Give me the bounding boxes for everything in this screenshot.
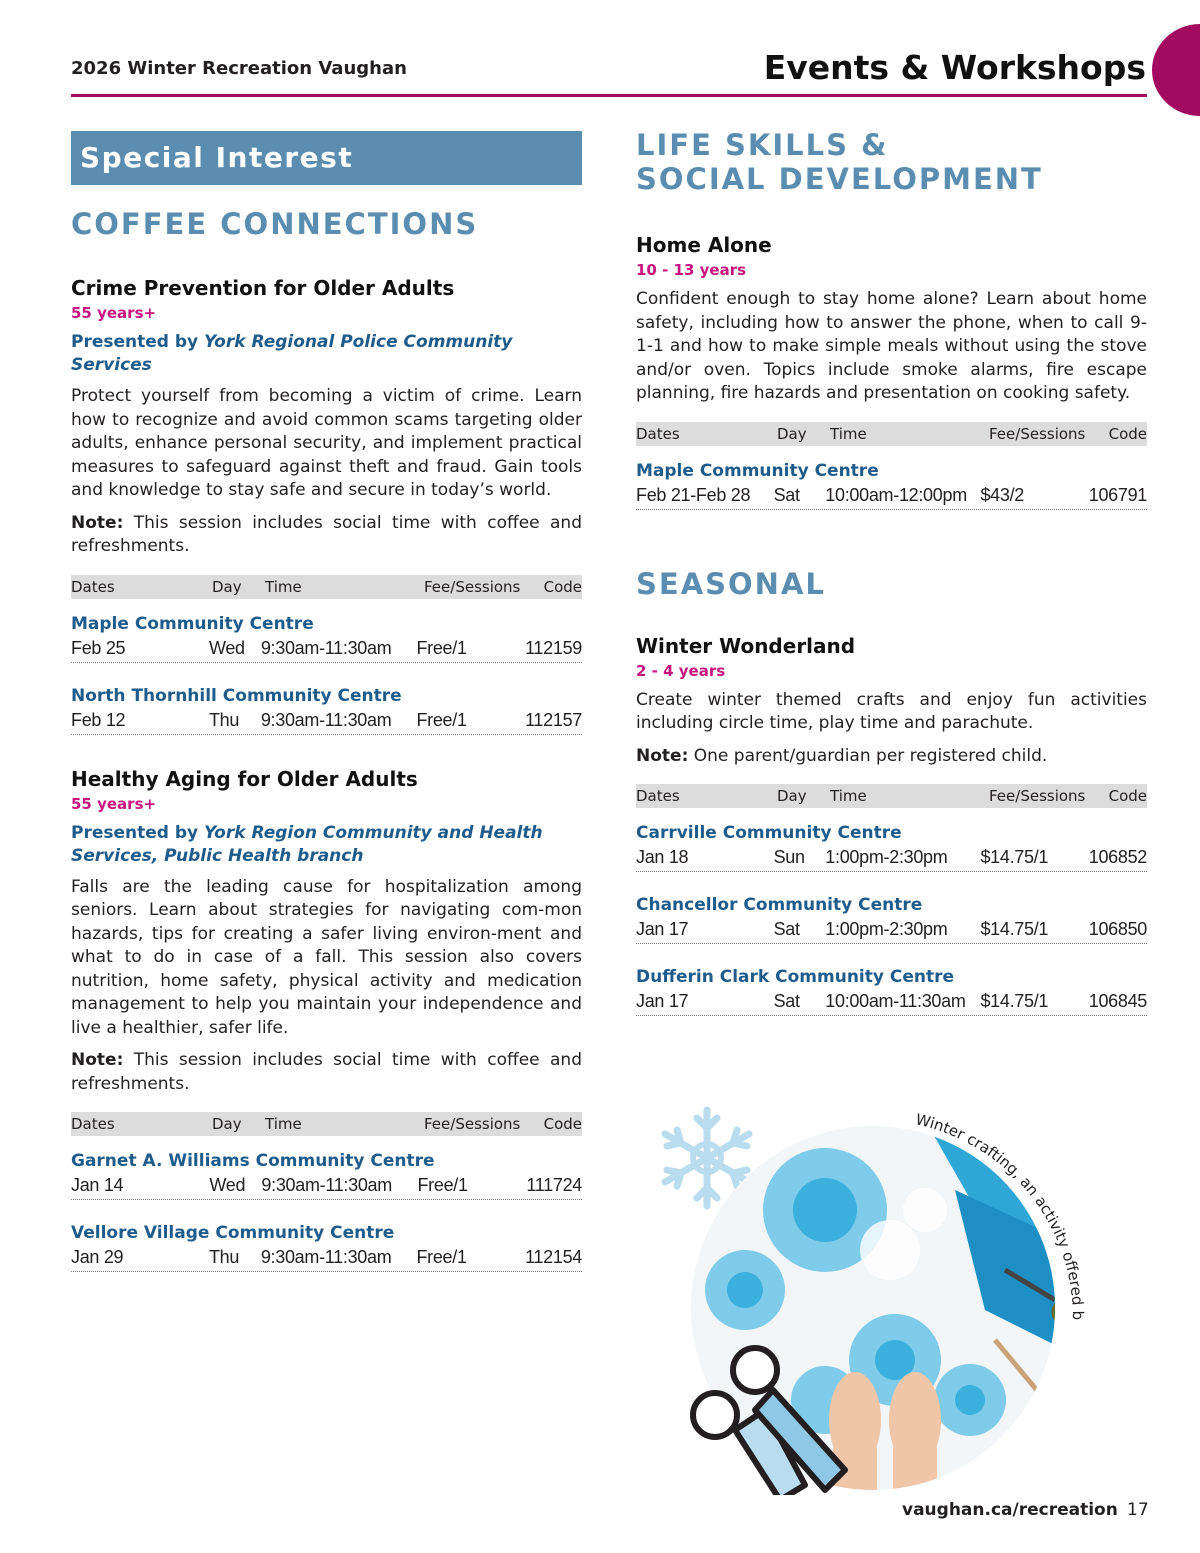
winter-crafting-photo <box>625 1100 1165 1495</box>
table-row: Feb 21-Feb 28 Sat 10:00am-12:00pm $43/2 106791 <box>636 482 1147 510</box>
program-note: Note: This session includes social time with coffee and refreshments. <box>71 1050 582 1094</box>
section-heading: Events & Workshops <box>763 48 1146 87</box>
program-winter-wonderland <box>636 633 1147 1017</box>
table-row: Jan 18 Sun 1:00pm-2:30pm $14.75/1 106852 <box>636 844 1147 872</box>
program-home-alone <box>636 232 1147 510</box>
program-ages: 55 years+ <box>71 794 157 813</box>
program-code: 112154 <box>525 1247 582 1267</box>
schedule-table-header: Dates Day Time Fee/Sessions Code <box>71 1112 582 1136</box>
table-row: Jan 29 Thu 9:30am-11:30am Free/1 112154 <box>71 1244 582 1272</box>
section-title-life-skills: LIFE SKILLS & SOCIAL DEVELOPMENT <box>636 128 1043 196</box>
website-link[interactable]: vaughan.ca/recreation <box>902 1500 1118 1520</box>
location-name: North Thornhill Community Centre <box>71 685 402 706</box>
location-name: Vellore Village Community Centre <box>71 1223 395 1243</box>
section-tab-marker <box>1152 24 1200 116</box>
program-code: 112159 <box>525 637 582 658</box>
publication-title: 2026 Winter Recreation Vaughan <box>71 58 407 79</box>
schedule-table-header: Dates Day Time Fee/Sessions Code <box>71 575 582 599</box>
program-ages: 2 - 4 years <box>636 661 726 680</box>
right-column <box>636 128 1147 1016</box>
left-column <box>71 131 582 1272</box>
program-title: Crime Prevention for Older Adults <box>71 276 455 300</box>
program-description: Falls are the leading cause for hospitalization among seniors. Learn about strategies for navigating com-mon hazards, tips for creating a safer living environ-ment and what to do in case of a fall. This session also covers nutrition, home safety, physical activity and medication management to help you maintain your independence and live a healthier, safer life. <box>71 876 582 1038</box>
schedule-table-header: Dates Day Time Fee/Sessions Code <box>636 784 1147 808</box>
program-description: Create winter themed crafts and enjoy fun activities including circle time, play time and parachute. <box>636 689 1147 733</box>
program-note: Note: One parent/guardian per registered child. <box>636 745 1048 766</box>
program-title: Home Alone <box>636 233 772 257</box>
program-code: 111724 <box>526 1175 582 1195</box>
program-healthy-aging <box>71 766 582 1273</box>
program-code: 106850 <box>1088 919 1148 939</box>
program-ages: 10 - 13 years <box>636 261 747 279</box>
location-name: Maple Community Centre <box>636 460 879 481</box>
program-crime-prevention <box>71 275 582 735</box>
program-presenter: Presented by York Regional Police Community Services <box>71 332 513 375</box>
table-row: Jan 17 Sat 1:00pm-2:30pm $14.75/1 106850 <box>636 916 1147 944</box>
program-code: 112157 <box>525 709 582 730</box>
program-title: Healthy Aging for Older Adults <box>71 766 418 791</box>
program-title: Winter Wonderland <box>636 633 856 658</box>
program-code: 106852 <box>1088 847 1148 867</box>
schedule-table-header: Dates Day Time Fee/Sessions Code <box>636 422 1147 446</box>
program-presenter: Presented by York Region Community and Health Services, Public Health branch <box>71 822 543 866</box>
category-banner: Special Interest <box>71 131 582 185</box>
location-name: Chancellor Community Centre <box>636 895 923 915</box>
program-note: Note: This session includes social time with coffee and refreshments. <box>71 512 582 556</box>
program-code: 106845 <box>1088 991 1148 1011</box>
location-name: Dufferin Clark Community Centre <box>636 967 955 987</box>
section-title-seasonal: SEASONAL <box>636 566 826 601</box>
table-row: Jan 17 Sat 10:00am-11:30am $14.75/1 106845 <box>636 988 1147 1016</box>
table-row: Jan 14 Wed 9:30am-11:30am Free/1 111724 <box>71 1172 582 1200</box>
table-row: Feb 12 Thu 9:30am-11:30am Free/1 112157 <box>71 707 582 735</box>
page-number: 17 <box>1127 1500 1149 1520</box>
photo-caption: Winter crafting, an activity offered b <box>913 1110 1088 1321</box>
section-title-coffee-connections: COFFEE CONNECTIONS <box>71 207 479 241</box>
program-description: Confident enough to stay home alone? Learn about home safety, including how to answer the phone, when to call 9-1-1 and how to make simple meals without using the stove and/or oven. Topics include smoke alarms, fire escape planning, fire hazards and presentation on cooking safety. <box>636 289 1147 403</box>
location-name: Carrville Community Centre <box>636 823 902 843</box>
program-description: Protect yourself from becoming a victim of crime. Learn how to recognize and avoid common scams targeting older adults, enhance personal security, and implement practical measures to safeguard against theft and fraud. Gain tools and knowledge to stay safe and secure in today’s world. <box>71 386 582 500</box>
program-code: 106791 <box>1088 484 1148 505</box>
program-ages: 55 years+ <box>71 304 157 322</box>
header-divider <box>71 94 1147 97</box>
location-name: Garnet A. Williams Community Centre <box>71 1151 435 1171</box>
table-row: Feb 25 Wed 9:30am-11:30am Free/1 112159 <box>71 635 582 663</box>
location-name: Maple Community Centre <box>71 613 314 634</box>
